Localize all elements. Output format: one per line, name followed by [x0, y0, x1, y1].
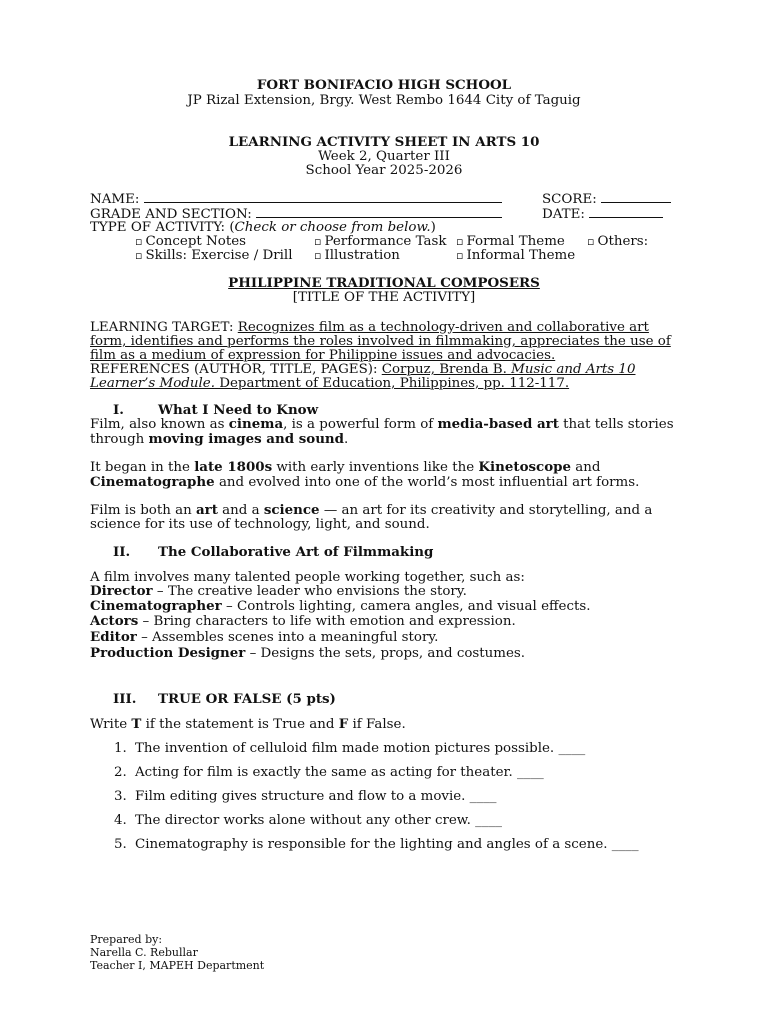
option-label: Others: [597, 234, 649, 249]
option-illustration[interactable] [314, 248, 400, 263]
option-label: Informal Theme [466, 248, 576, 263]
role-production-designer: Production Designer – Designs the sets, props, and costumes. [90, 645, 526, 661]
checkbox-icon[interactable]: ▫ [135, 235, 143, 248]
score-blank[interactable] [601, 191, 671, 203]
section2-heading: The Collaborative Art of Filmmaking [158, 544, 434, 560]
quiz-item-number: 2. [114, 765, 127, 780]
quiz-item-number: 4. [114, 813, 127, 828]
role-editor: Editor – Assembles scenes into a meaningful story. [90, 629, 439, 645]
section3-heading: TRUE OR FALSE (5 pts) [158, 691, 336, 707]
quiz-item-4[interactable] [114, 813, 502, 828]
option-label: Formal Theme [466, 234, 565, 249]
grade-blank[interactable] [256, 206, 502, 218]
preparer-position: Teacher I, MAPEH Department [90, 959, 265, 972]
score-field [542, 191, 671, 207]
section3-number: III. [113, 691, 137, 707]
option-label: Skills: Exercise / Drill [145, 248, 293, 263]
references-book-title-cont: Learner’s Module. [90, 376, 215, 391]
quiz-item-text: Acting for film is exactly the same as acting for theater. ____ [135, 765, 544, 780]
name-label: NAME: [90, 192, 140, 207]
checkbox-icon[interactable]: ▫ [587, 235, 595, 248]
activity-type-line [90, 220, 436, 235]
learning-target-text: Recognizes film as a technology-driven and collaborative art [237, 320, 649, 335]
activity-type-close: ) [430, 220, 436, 235]
checkbox-icon[interactable]: ▫ [314, 235, 322, 248]
section1-p2-line2: Cinematographe and evolved into one of the world’s most influential art forms. [90, 474, 640, 490]
quiz-item-text: The invention of celluloid film made motion pictures possible. ____ [135, 741, 586, 756]
preparer-name: Narella C. Rebullar [90, 946, 198, 959]
references-line1 [90, 362, 635, 377]
references-author: Corpuz, Brenda B. [381, 362, 512, 377]
date-field [542, 206, 663, 222]
score-label: SCORE: [542, 192, 597, 207]
name-field [90, 191, 502, 207]
quiz-item-1[interactable] [114, 741, 586, 756]
quiz-item-number: 5. [114, 837, 127, 852]
activity-title-text: PHILIPPINE TRADITIONAL COMPOSERS [228, 275, 540, 291]
checkbox-icon[interactable]: ▫ [456, 235, 464, 248]
sheet-title: LEARNING ACTIVITY SHEET IN ARTS 10 [228, 134, 540, 150]
references-line2 [90, 376, 569, 391]
quiz-item-2[interactable] [114, 765, 544, 780]
references-label: REFERENCES (AUTHOR, TITLE, PAGES): [90, 362, 382, 377]
name-blank[interactable] [144, 191, 502, 203]
activity-title [0, 276, 768, 291]
section1-p2-line1: It began in the late 1800s with early inventions like the Kinetoscope and [90, 459, 601, 475]
school-name: FORT BONIFACIO HIGH SCHOOL [256, 77, 512, 93]
option-label: Illustration [324, 248, 400, 263]
section1-p1-line2: through moving images and sound. [90, 431, 349, 447]
checkbox-icon[interactable]: ▫ [456, 249, 464, 262]
section1-number: I. [113, 402, 124, 418]
learning-target-line1 [90, 320, 649, 335]
option-skills[interactable] [135, 248, 293, 263]
quiz-item-number: 1. [114, 741, 127, 756]
prepared-by-label: Prepared by: [90, 933, 163, 946]
option-performance-task[interactable] [314, 234, 446, 249]
school-address: JP Rizal Extension, Brgy. West Rembo 1644 City of Taguig [187, 93, 581, 108]
quiz-item-5[interactable] [114, 837, 639, 852]
role-director: Director – The creative leader who envisions the story. [90, 583, 467, 599]
role-cinematographer: Cinematographer – Controls lighting, camera angles, and visual effects. [90, 598, 591, 614]
checkbox-icon[interactable]: ▫ [135, 249, 143, 262]
option-others[interactable] [587, 234, 648, 249]
section2-intro: A film involves many talented people working together, such as: [90, 570, 525, 585]
checkbox-icon[interactable]: ▫ [314, 249, 322, 262]
week-quarter: Week 2, Quarter III [318, 149, 450, 164]
activity-title-note: [TITLE OF THE ACTIVITY] [292, 290, 476, 305]
references-book-title: Music and Arts 10 [511, 362, 636, 377]
role-actors: Actors – Bring characters to life with emotion and expression. [90, 613, 516, 629]
learning-target-line3: film as a medium of expression for Philippine issues and advocacies. [90, 348, 556, 363]
option-label: Concept Notes [145, 234, 246, 249]
date-label: DATE: [542, 207, 585, 222]
activity-type-label: TYPE OF ACTIVITY: ( [90, 220, 235, 235]
option-label: Performance Task [324, 234, 447, 249]
section1-p3-line1: Film is both an art and a science — an art for its creativity and storytelling, and a [90, 502, 653, 518]
option-formal-theme[interactable] [456, 234, 565, 249]
option-concept-notes[interactable] [135, 234, 246, 249]
activity-type-hint: Check or choose from below. [234, 220, 431, 235]
section2-number: II. [113, 544, 131, 560]
section1-heading: What I Need to Know [158, 402, 319, 418]
quiz-item-number: 3. [114, 789, 127, 804]
learning-target-label: LEARNING TARGET: [90, 320, 238, 335]
grade-label: GRADE AND SECTION: [90, 207, 252, 222]
quiz-item-text: The director works alone without any other crew. ____ [135, 813, 502, 828]
learning-target-line2: form, identifies and performs the roles involved in filmmaking, appreciates the use of [90, 334, 671, 349]
section1-p3-line2: science for its use of technology, light, and sound. [90, 517, 430, 532]
quiz-item-3[interactable] [114, 789, 497, 804]
section1-p1-line1: Film, also known as cinema, is a powerful form of media-based art that tells stories [90, 416, 674, 432]
quiz-item-text: Film editing gives structure and flow to a movie. ____ [135, 789, 497, 804]
quiz-item-text: Cinematography is responsible for the lighting and angles of a scene. ____ [135, 837, 639, 852]
school-year: School Year 2025-2026 [305, 163, 463, 178]
date-blank[interactable] [589, 206, 663, 218]
option-informal-theme[interactable] [456, 248, 575, 263]
references-publisher: Department of Education, Philippines, pp. 112-117. [214, 376, 570, 391]
section3-instructions: Write T if the statement is True and F if False. [90, 716, 406, 732]
